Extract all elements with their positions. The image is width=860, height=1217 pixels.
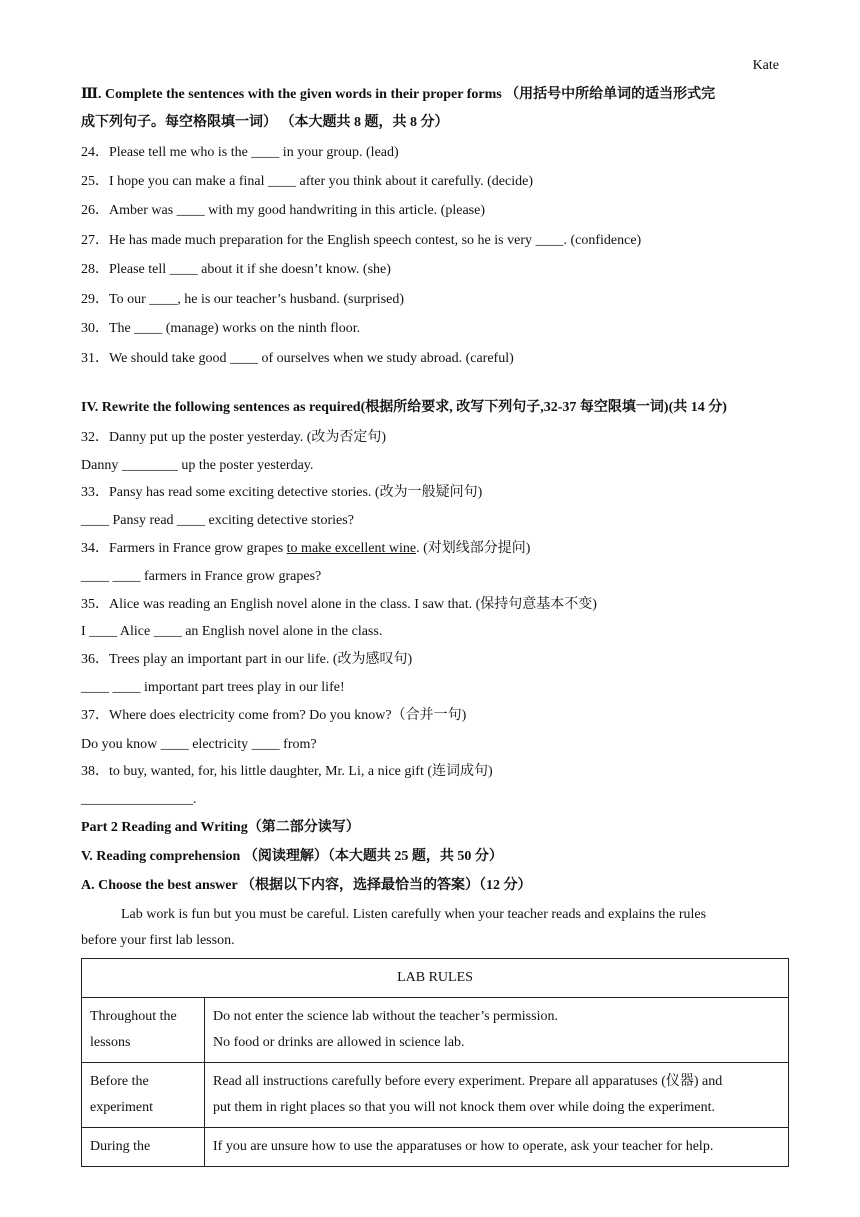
question-38: 38．to buy, wanted, for, his little daughter, Mr. Li, a nice gift (连词成句) [81, 764, 493, 779]
intro-line-1: Lab work is fun but you must be careful. Listen carefully when your teacher reads and explains the rules [121, 907, 707, 922]
table-row [82, 1063, 789, 1128]
table-row [82, 998, 789, 1063]
question-27: 27．He has made much preparation for the English speech contest, so he is very ____. (confidence) [81, 233, 642, 248]
question-29: 29．To our ____, he is our teacher’s husband. (surprised) [81, 292, 405, 307]
question-35: 35．Alice was reading an English novel alone in the class. I saw that. (保持句意基本不变) [81, 597, 597, 612]
row-label: During the [82, 1128, 205, 1167]
question-24: 24．Please tell me who is the ____ in your group. (lead) [81, 145, 399, 160]
intro-line-2: before your first lab lesson. [81, 933, 235, 948]
section3-title-line1: Ⅲ. Complete the sentences with the given words in their proper forms （用括号中所给单词的适当形式完 [81, 87, 716, 102]
answer-line-35: I ____ Alice ____ an English novel alone in the class. [81, 624, 383, 639]
section5-title: V. Reading comprehension （阅读理解）（本大题共 25 题，共 50 分） [81, 849, 503, 864]
table-title-row [82, 959, 789, 998]
question-36: 36．Trees play an important part in our life. (改为感叹句) [81, 652, 413, 667]
answer-line-34: ____ ____ farmers in France grow grapes? [81, 569, 322, 584]
row-label: Throughout the lessons [82, 998, 205, 1063]
row-content [205, 1128, 789, 1167]
question-34-instruction: . (对划线部分提问) [416, 541, 531, 556]
question-31: 31．We should take good ____ of ourselves when we study abroad. (careful) [81, 351, 514, 366]
row-label: Before the experiment [82, 1063, 205, 1128]
lab-rules-table [81, 958, 789, 1167]
answer-line-37: Do you know ____ electricity ____ from? [81, 737, 317, 752]
section3-title-line2: 成下列句子。每空格限填一词） （本大题共 8 题，共 8 分） [81, 115, 449, 130]
question-25: 25．I hope you can make a final ____ after you think about it carefully. (decide) [81, 174, 533, 189]
question-34-text: 34．Farmers in France grow grapes [81, 541, 287, 556]
sectionA-title: A. Choose the best answer （根据以下内容，选择最恰当的答案）（12 分） [81, 878, 532, 893]
question-34-underlined: to make excellent wine [286, 541, 417, 556]
question-26: 26．Amber was ____ with my good handwriting in this article. (please) [81, 203, 485, 218]
question-32: 32．Danny put up the poster yesterday. (改为否定句) [81, 430, 387, 445]
question-34 [81, 539, 530, 559]
rule-line: put them in right places so that you will not knock them over while doing the experiment. [213, 1100, 715, 1115]
answer-line-32: Danny ________ up the poster yesterday. [81, 458, 314, 473]
question-30: 30．The ____ (manage) works on the ninth floor. [81, 321, 361, 336]
rule-line: No food or drinks are allowed in science lab. [213, 1035, 465, 1050]
rule-line: Read all instructions carefully before every experiment. Prepare all apparatuses (仪器) and [213, 1074, 723, 1089]
question-28: 28．Please tell ____ about it if she doesn’t know. (she) [81, 262, 391, 277]
header-name: Kate [752, 58, 779, 73]
rule-line: Do not enter the science lab without the teacher’s permission. [213, 1009, 558, 1024]
question-37: 37．Where does electricity come from? Do you know?（合并一句) [81, 708, 467, 723]
row-content [205, 998, 789, 1063]
rule-line: If you are unsure how to use the apparatuses or how to operate, ask your teacher for help. [213, 1139, 714, 1154]
table-title: LAB RULES [82, 959, 789, 998]
answer-line-36: ____ ____ important part trees play in our life! [81, 680, 345, 695]
part2-title: Part 2 Reading and Writing（第二部分读写） [81, 820, 360, 835]
question-33: 33．Pansy has read some exciting detective stories. (改为一般疑问句) [81, 485, 483, 500]
table-row [82, 1128, 789, 1167]
section4-title: IV. Rewrite the following sentences as required(根据所给要求, 改写下列句子,32-37 每空限填一词)(共 14 分) [81, 400, 727, 415]
answer-line-33: ____ Pansy read ____ exciting detective stories? [81, 513, 354, 528]
row-content [205, 1063, 789, 1128]
answer-line-38: ________________. [81, 792, 197, 807]
